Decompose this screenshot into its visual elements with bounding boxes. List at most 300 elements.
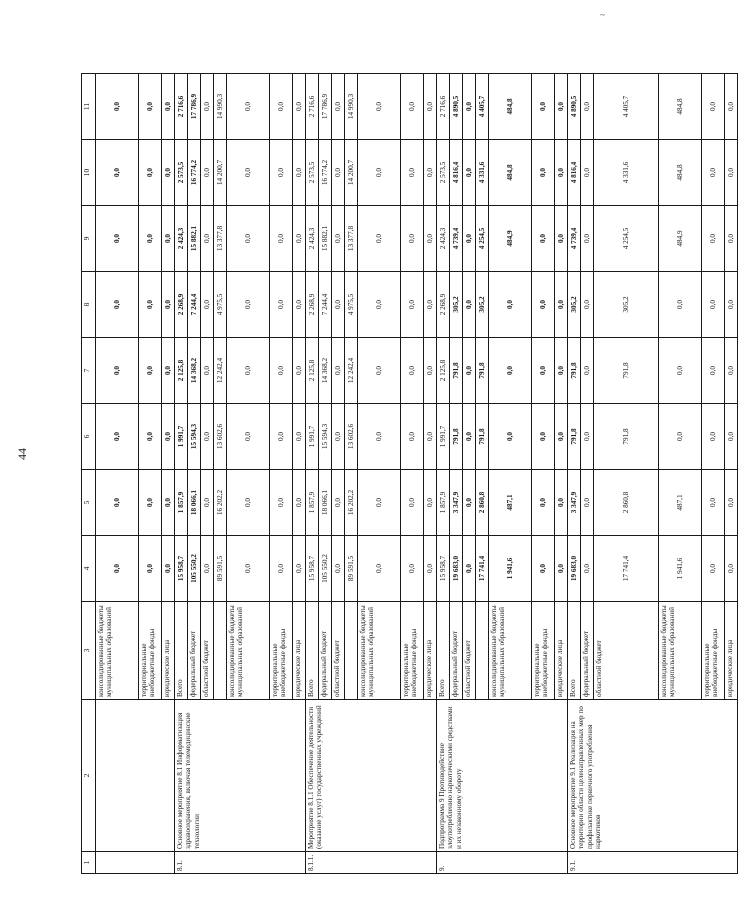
amount-cell: 0,0 [96, 536, 139, 602]
amount-cell: 0,0 [270, 74, 293, 140]
amount-cell: 0,0 [532, 404, 555, 470]
amount-cell: 0,0 [702, 536, 725, 602]
amount-cell: 0,0 [532, 206, 555, 272]
amount-cell: 2 716,6 [175, 74, 188, 140]
amount-cell: 0,0 [162, 206, 175, 272]
amount-cell: 791,8 [568, 338, 581, 404]
amount-cell: 13 377,8 [214, 206, 227, 272]
amount-cell: 2 860,8 [594, 470, 659, 536]
amount-cell: 0,0 [424, 338, 437, 404]
amount-cell: 4 816,4 [450, 140, 463, 206]
amount-cell: 0,0 [581, 206, 594, 272]
column-number: 6 [82, 404, 96, 470]
amount-cell: 0,0 [139, 338, 162, 404]
amount-cell: 0,0 [424, 272, 437, 338]
amount-cell: 2 268,9 [437, 272, 450, 338]
amount-cell: 0,0 [659, 338, 702, 404]
amount-cell: 19 683,0 [568, 536, 581, 602]
amount-cell: 0,0 [532, 140, 555, 206]
amount-cell: 0,0 [401, 404, 424, 470]
amount-cell: 487,1 [489, 470, 532, 536]
amount-cell: 0,0 [162, 140, 175, 206]
funding-source: юридические лица [555, 602, 568, 700]
amount-cell: 7 244,4 [188, 272, 201, 338]
amount-cell: 0,0 [96, 206, 139, 272]
amount-cell: 0,0 [227, 206, 270, 272]
amount-cell: 2 424,3 [175, 206, 188, 272]
amount-cell: 0,0 [401, 470, 424, 536]
amount-cell: 14 368,2 [319, 338, 332, 404]
amount-cell: 1 857,9 [437, 470, 450, 536]
amount-cell: 791,8 [594, 338, 659, 404]
scan-mark: ~ [600, 10, 605, 20]
amount-cell: 89 591,5 [345, 536, 358, 602]
amount-cell: 0,0 [725, 470, 738, 536]
amount-cell: 0,0 [581, 140, 594, 206]
amount-cell: 0,0 [293, 338, 306, 404]
amount-cell: 0,0 [293, 536, 306, 602]
amount-cell: 4 739,4 [450, 206, 463, 272]
amount-cell: 2 716,6 [437, 74, 450, 140]
column-number: 4 [82, 536, 96, 602]
column-number: 9 [82, 206, 96, 272]
amount-cell: 0,0 [293, 470, 306, 536]
amount-cell: 0,0 [581, 338, 594, 404]
amount-cell: 0,0 [358, 74, 401, 140]
amount-cell: 4 890,5 [450, 74, 463, 140]
amount-cell: 14 200,7 [214, 140, 227, 206]
amount-cell: 0,0 [581, 272, 594, 338]
funding-source [476, 602, 489, 700]
amount-cell: 0,0 [532, 272, 555, 338]
amount-cell: 4 890,5 [568, 74, 581, 140]
column-number: 5 [82, 470, 96, 536]
amount-cell: 0,0 [332, 206, 345, 272]
funding-source: консолидированные бюджеты муниципальных образований [659, 602, 702, 700]
amount-cell: 14 368,2 [188, 338, 201, 404]
funding-source: территориальные внебюджетные фонды [401, 602, 424, 700]
amount-cell: 484,8 [489, 140, 532, 206]
funding-source: юридические лица [424, 602, 437, 700]
amount-cell: 0,0 [227, 338, 270, 404]
amount-cell: 15 882,1 [319, 206, 332, 272]
item-code: 8.1. [175, 852, 306, 874]
amount-cell: 0,0 [725, 404, 738, 470]
amount-cell: 0,0 [555, 338, 568, 404]
amount-cell: 0,0 [227, 536, 270, 602]
amount-cell: 791,8 [476, 404, 489, 470]
amount-cell: 0,0 [424, 404, 437, 470]
amount-cell: 0,0 [725, 536, 738, 602]
amount-cell: 15 594,3 [319, 404, 332, 470]
amount-cell: 16 202,2 [345, 470, 358, 536]
column-number: 2 [82, 700, 96, 852]
funding-source [345, 602, 358, 700]
amount-cell: 0,0 [358, 338, 401, 404]
funding-source: консолидированные бюджеты муниципальных образований [96, 602, 139, 700]
amount-cell: 105 550,2 [188, 536, 201, 602]
amount-cell: 4 739,4 [568, 206, 581, 272]
amount-cell: 305,2 [450, 272, 463, 338]
amount-cell: 0,0 [332, 140, 345, 206]
amount-cell: 0,0 [555, 272, 568, 338]
amount-cell: 105 550,2 [319, 536, 332, 602]
amount-cell: 0,0 [463, 140, 476, 206]
amount-cell: 0,0 [555, 140, 568, 206]
amount-cell: 14 200,7 [345, 140, 358, 206]
amount-cell: 0,0 [162, 536, 175, 602]
amount-cell: 0,0 [358, 470, 401, 536]
funding-source: Всего [568, 602, 581, 700]
budget-table [81, 73, 738, 874]
funding-source: юридические лица [293, 602, 306, 700]
funding-source: Всего [437, 602, 450, 700]
amount-cell: 791,8 [450, 404, 463, 470]
amount-cell: 3 347,9 [450, 470, 463, 536]
amount-cell: 0,0 [725, 206, 738, 272]
amount-cell: 305,2 [476, 272, 489, 338]
amount-cell: 484,9 [659, 206, 702, 272]
amount-cell: 12 242,4 [214, 338, 227, 404]
amount-cell: 15 958,7 [175, 536, 188, 602]
amount-cell: 0,0 [270, 338, 293, 404]
table-row [437, 74, 450, 874]
amount-cell: 0,0 [702, 74, 725, 140]
amount-cell: 2 716,6 [306, 74, 319, 140]
amount-cell: 0,0 [555, 404, 568, 470]
amount-cell: 0,0 [725, 140, 738, 206]
item-name: Основное мероприятие 9.1 Реализация на территории области целенаправленных мер по профилактике первичного употребления наркотиков [568, 700, 738, 852]
amount-cell: 14 990,3 [345, 74, 358, 140]
amount-cell: 0,0 [463, 470, 476, 536]
amount-cell: 15 958,7 [437, 536, 450, 602]
amount-cell: 0,0 [555, 536, 568, 602]
amount-cell: 0,0 [270, 206, 293, 272]
amount-cell: 17 786,9 [319, 74, 332, 140]
amount-cell: 18 066,1 [188, 470, 201, 536]
funding-source: территориальные внебюджетные фонды [532, 602, 555, 700]
amount-cell: 0,0 [96, 140, 139, 206]
amount-cell: 791,8 [450, 338, 463, 404]
amount-cell: 0,0 [293, 206, 306, 272]
table-body [82, 74, 738, 874]
amount-cell: 0,0 [139, 206, 162, 272]
amount-cell: 12 242,4 [345, 338, 358, 404]
item-code: 9. [437, 852, 568, 874]
amount-cell: 2 573,5 [306, 140, 319, 206]
amount-cell: 15 882,1 [188, 206, 201, 272]
amount-cell: 16 774,2 [188, 140, 201, 206]
amount-cell: 0,0 [401, 74, 424, 140]
amount-cell: 4 331,6 [476, 140, 489, 206]
column-number: 3 [82, 602, 96, 700]
item-name: Подпрограмма 9 Противодействие злоупотреблению наркотическими средствами и их незаконному обороту [437, 700, 568, 852]
amount-cell: 0,0 [358, 140, 401, 206]
amount-cell: 0,0 [702, 404, 725, 470]
amount-cell: 0,0 [201, 536, 214, 602]
amount-cell: 0,0 [555, 206, 568, 272]
amount-cell: 0,0 [270, 536, 293, 602]
amount-cell: 2 860,8 [476, 470, 489, 536]
amount-cell: 0,0 [702, 206, 725, 272]
amount-cell: 17 786,9 [188, 74, 201, 140]
funding-source: консолидированные бюджеты муниципальных образований [489, 602, 532, 700]
amount-cell: 4 975,5 [214, 272, 227, 338]
amount-cell: 0,0 [702, 338, 725, 404]
amount-cell: 484,8 [659, 140, 702, 206]
amount-cell: 13 602,6 [214, 404, 227, 470]
amount-cell: 2 573,5 [175, 140, 188, 206]
amount-cell: 791,8 [594, 404, 659, 470]
funding-source [214, 602, 227, 700]
amount-cell: 0,0 [532, 536, 555, 602]
amount-cell: 2 268,9 [306, 272, 319, 338]
amount-cell: 0,0 [332, 272, 345, 338]
funding-source: федеральный бюджет [450, 602, 463, 700]
amount-cell: 0,0 [270, 272, 293, 338]
amount-cell: 0,0 [96, 74, 139, 140]
amount-cell: 484,8 [659, 74, 702, 140]
amount-cell: 0,0 [489, 272, 532, 338]
table-row [306, 74, 319, 874]
amount-cell: 0,0 [201, 272, 214, 338]
amount-cell: 0,0 [293, 404, 306, 470]
amount-cell: 2 424,3 [306, 206, 319, 272]
amount-cell: 0,0 [332, 470, 345, 536]
funding-source: областной бюджет [332, 602, 345, 700]
amount-cell: 791,8 [568, 404, 581, 470]
rotated-table-wrapper [81, 74, 735, 874]
amount-cell: 2 573,5 [437, 140, 450, 206]
amount-cell: 0,0 [463, 536, 476, 602]
amount-cell: 15 594,3 [188, 404, 201, 470]
amount-cell: 0,0 [139, 74, 162, 140]
funding-source: консолидированные бюджеты муниципальных образований [227, 602, 270, 700]
amount-cell: 4 975,5 [345, 272, 358, 338]
amount-cell: 1 991,7 [175, 404, 188, 470]
amount-cell: 1 941,6 [489, 536, 532, 602]
amount-cell: 0,0 [293, 140, 306, 206]
item-code [96, 852, 175, 874]
amount-cell: 4 405,7 [594, 74, 659, 140]
amount-cell: 484,9 [489, 206, 532, 272]
amount-cell: 0,0 [702, 470, 725, 536]
amount-cell: 0,0 [358, 536, 401, 602]
funding-source: юридические лица [162, 602, 175, 700]
amount-cell: 15 958,7 [306, 536, 319, 602]
amount-cell: 13 377,8 [345, 206, 358, 272]
amount-cell: 0,0 [139, 470, 162, 536]
amount-cell: 1 857,9 [175, 470, 188, 536]
funding-source: Всего [306, 602, 319, 700]
amount-cell: 0,0 [227, 404, 270, 470]
amount-cell: 0,0 [227, 272, 270, 338]
amount-cell: 0,0 [424, 74, 437, 140]
amount-cell: 17 741,4 [594, 536, 659, 602]
amount-cell: 0,0 [401, 272, 424, 338]
item-name [96, 700, 175, 852]
amount-cell: 1 991,7 [437, 404, 450, 470]
amount-cell: 0,0 [555, 470, 568, 536]
amount-cell: 791,8 [476, 338, 489, 404]
amount-cell: 0,0 [162, 338, 175, 404]
amount-cell: 2 125,8 [175, 338, 188, 404]
amount-cell: 0,0 [201, 206, 214, 272]
amount-cell: 0,0 [532, 74, 555, 140]
amount-cell: 0,0 [139, 404, 162, 470]
amount-cell: 0,0 [201, 140, 214, 206]
funding-source: юридические лица [725, 602, 738, 700]
amount-cell: 0,0 [332, 536, 345, 602]
amount-cell: 0,0 [332, 74, 345, 140]
amount-cell: 4 816,4 [568, 140, 581, 206]
amount-cell: 0,0 [293, 74, 306, 140]
funding-source: областной бюджет [594, 602, 659, 700]
amount-cell: 18 066,1 [319, 470, 332, 536]
amount-cell: 0,0 [162, 272, 175, 338]
amount-cell: 16 774,2 [319, 140, 332, 206]
amount-cell: 0,0 [463, 404, 476, 470]
column-number: 1 [82, 852, 96, 874]
amount-cell: 4 254,5 [594, 206, 659, 272]
amount-cell: 0,0 [139, 536, 162, 602]
amount-cell: 19 683,0 [450, 536, 463, 602]
amount-cell: 0,0 [702, 272, 725, 338]
amount-cell: 0,0 [96, 338, 139, 404]
page-number: 44 [15, 448, 29, 460]
amount-cell: 0,0 [201, 74, 214, 140]
amount-cell: 0,0 [332, 338, 345, 404]
amount-cell: 0,0 [227, 74, 270, 140]
column-number: 8 [82, 272, 96, 338]
amount-cell: 305,2 [594, 272, 659, 338]
amount-cell: 0,0 [489, 338, 532, 404]
amount-cell: 0,0 [201, 404, 214, 470]
amount-cell: 0,0 [358, 272, 401, 338]
amount-cell: 17 741,4 [476, 536, 489, 602]
table-row [96, 74, 139, 874]
amount-cell: 0,0 [702, 140, 725, 206]
item-code: 9.1. [568, 852, 738, 874]
funding-source: федеральный бюджет [188, 602, 201, 700]
amount-cell: 4 254,5 [476, 206, 489, 272]
amount-cell: 0,0 [532, 338, 555, 404]
funding-source: территориальные внебюджетные фонды [270, 602, 293, 700]
funding-source: Всего [175, 602, 188, 700]
amount-cell: 0,0 [463, 272, 476, 338]
amount-cell: 0,0 [424, 536, 437, 602]
amount-cell: 7 244,4 [319, 272, 332, 338]
amount-cell: 484,8 [489, 74, 532, 140]
amount-cell: 0,0 [581, 74, 594, 140]
amount-cell: 0,0 [201, 338, 214, 404]
amount-cell: 0,0 [227, 140, 270, 206]
funding-source: федеральный бюджет [581, 602, 594, 700]
amount-cell: 2 268,9 [175, 272, 188, 338]
amount-cell: 16 202,2 [214, 470, 227, 536]
amount-cell: 0,0 [401, 338, 424, 404]
amount-cell: 0,0 [162, 74, 175, 140]
amount-cell: 0,0 [162, 404, 175, 470]
amount-cell: 0,0 [332, 404, 345, 470]
item-code: 8.1.1. [306, 852, 437, 874]
amount-cell: 0,0 [270, 404, 293, 470]
amount-cell: 0,0 [725, 74, 738, 140]
amount-cell: 1 941,6 [659, 536, 702, 602]
amount-cell: 1 857,9 [306, 470, 319, 536]
amount-cell: 0,0 [424, 140, 437, 206]
funding-source: консолидированные бюджеты муниципальных образований [358, 602, 401, 700]
item-name: Мероприятие 8.1.1 Обеспечение деятельности (оказание услуг) государственных учреждений [306, 700, 437, 852]
column-number-row [82, 74, 96, 874]
amount-cell: 0,0 [293, 272, 306, 338]
amount-cell: 2 125,8 [306, 338, 319, 404]
amount-cell: 0,0 [96, 470, 139, 536]
amount-cell: 14 990,3 [214, 74, 227, 140]
amount-cell: 0,0 [401, 536, 424, 602]
amount-cell: 0,0 [555, 74, 568, 140]
amount-cell: 487,1 [659, 470, 702, 536]
amount-cell: 4 331,6 [594, 140, 659, 206]
amount-cell: 0,0 [424, 470, 437, 536]
amount-cell: 0,0 [96, 272, 139, 338]
column-number: 11 [82, 74, 96, 140]
amount-cell: 13 602,6 [345, 404, 358, 470]
amount-cell: 0,0 [532, 470, 555, 536]
funding-source: территориальные внебюджетные фонды [702, 602, 725, 700]
table-row [568, 74, 581, 874]
amount-cell: 0,0 [270, 140, 293, 206]
amount-cell: 0,0 [489, 404, 532, 470]
amount-cell: 0,0 [659, 404, 702, 470]
amount-cell: 0,0 [659, 272, 702, 338]
amount-cell: 0,0 [96, 404, 139, 470]
amount-cell: 0,0 [725, 338, 738, 404]
amount-cell: 1 991,7 [306, 404, 319, 470]
amount-cell: 4 405,7 [476, 74, 489, 140]
amount-cell: 0,0 [725, 272, 738, 338]
amount-cell: 0,0 [424, 206, 437, 272]
amount-cell: 305,2 [568, 272, 581, 338]
amount-cell: 2 424,3 [437, 206, 450, 272]
item-name: Основное мероприятие 8.1 Информатизация здравоохранения, включая телемедицинские технологии [175, 700, 306, 852]
funding-source: федеральный бюджет [319, 602, 332, 700]
amount-cell: 0,0 [401, 206, 424, 272]
amount-cell: 0,0 [139, 140, 162, 206]
amount-cell: 0,0 [463, 74, 476, 140]
amount-cell: 0,0 [358, 206, 401, 272]
amount-cell: 0,0 [581, 404, 594, 470]
amount-cell: 0,0 [581, 470, 594, 536]
amount-cell: 0,0 [358, 404, 401, 470]
amount-cell: 2 125,8 [437, 338, 450, 404]
funding-source: территориальные внебюджетные фонды [139, 602, 162, 700]
amount-cell: 0,0 [162, 470, 175, 536]
amount-cell: 0,0 [463, 338, 476, 404]
funding-source: областной бюджет [463, 602, 476, 700]
amount-cell: 89 591,5 [214, 536, 227, 602]
funding-source: областной бюджет [201, 602, 214, 700]
column-number: 10 [82, 140, 96, 206]
amount-cell: 0,0 [201, 470, 214, 536]
amount-cell: 3 347,9 [568, 470, 581, 536]
amount-cell: 0,0 [139, 272, 162, 338]
amount-cell: 0,0 [270, 470, 293, 536]
amount-cell: 0,0 [463, 206, 476, 272]
table-row [175, 74, 188, 874]
amount-cell: 0,0 [581, 536, 594, 602]
amount-cell: 0,0 [227, 470, 270, 536]
